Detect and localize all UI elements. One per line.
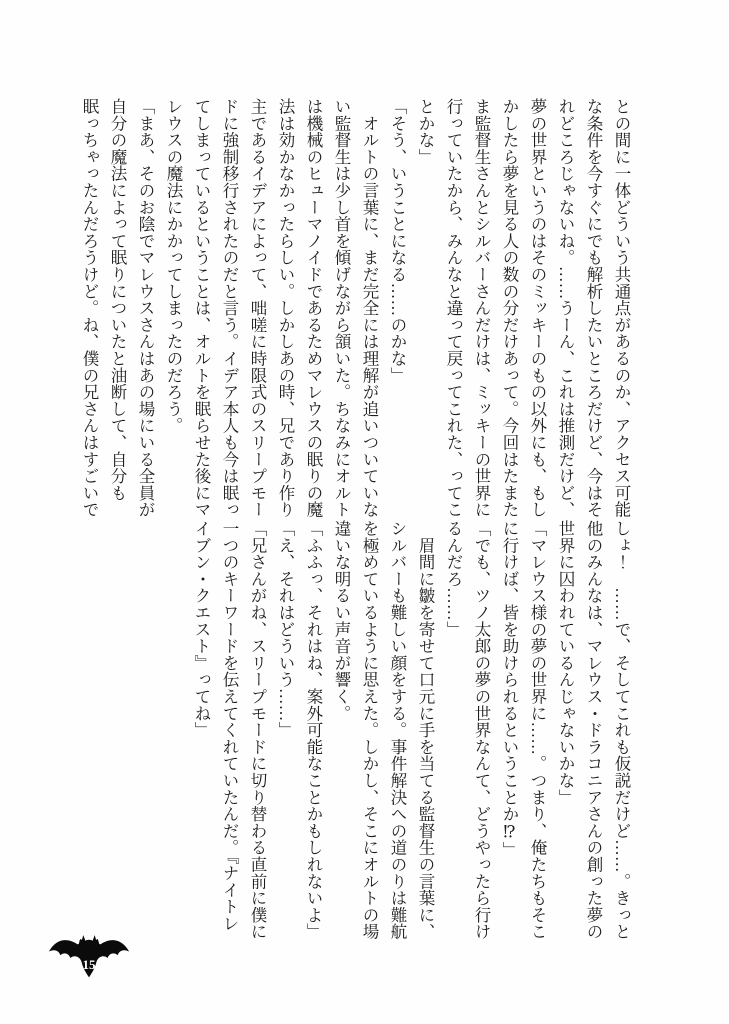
text-line: 他のみんなは、マレウス・ドラコニアさんの創った夢の (584, 520, 603, 940)
text-line: とかな」 (416, 98, 435, 166)
text-line: 「ふふっ、それはね、案外可能なことかもしれないよ」 (304, 520, 323, 940)
text-line: てしまっているということは、オルトを眠らせた後にマ (192, 98, 211, 518)
text-line: 「マレウス様の夢の世界に……。つまり、俺たちもそこ (528, 520, 547, 940)
text-line: 眠っちゃったんだろうけど。ね、僕の兄さんはすごいで (80, 98, 99, 518)
text-line: 眉間に皺を寄せて口元に手を当てる監督生の言葉に、 (416, 520, 435, 940)
text-line: 「兄さんがね、スリープモードに切り替わる直前に僕に (248, 520, 267, 940)
text-line: かしたら夢を見る人の数の分だけあって。今回はたまた (500, 98, 519, 518)
text-line: 自分の魔法によって眠りについたと油断して、自分も (108, 98, 127, 502)
text-line: シルバーも難しい顔をする。事件解決への道のりは難航 (388, 520, 407, 940)
text-line: な条件を今すぐにでも解析したいところだけど、今はそ (584, 98, 603, 518)
bat-icon (46, 930, 132, 986)
text-line: との間に一体どういう共通点があるのか、アクセス可能 (612, 98, 631, 518)
text-line: 主であるイデアによって、咄嗟に時限式のスリープモー (248, 98, 267, 518)
text-line: レウスの魔法にかかってしまったのだろう。 (164, 98, 183, 434)
text-line: れどころじゃないね。……うーん、これは推測だけど、 (556, 98, 575, 518)
page-footer (46, 930, 132, 992)
page-number: 15 (82, 956, 96, 972)
text-line: 一つのキーワードを伝えてくれていたんだ。『ナイトレ (220, 520, 239, 932)
main-text-lower-block (185, 520, 635, 942)
text-line: を極めているように思えた。しかし、そこにオルトの場 (360, 520, 379, 940)
text-line: は機械のヒューマノイドであるためマレウスの眠りの魔 (304, 98, 323, 518)
text-line: 「でも、ツノ太郎の夢の世界なんて、どうやったら行け (472, 520, 491, 940)
text-line: しょ！ ……で、そしてこれも仮説だけど……。きっと (612, 520, 631, 940)
text-line: い監督生は少し首を傾げながら頷いた。ちなみにオルト (332, 98, 351, 518)
text-line: 違いな明るい声音が響く。 (332, 520, 351, 722)
text-line: 「まあ、そのお陰でマレウスさんはあの場にいる全員が (136, 98, 155, 518)
main-text-upper-block (73, 98, 635, 520)
text-line: オルトの言葉に、まだ完全には理解が追いついていな (360, 98, 379, 518)
text-line: 「え、それはどういう……」 (276, 520, 295, 739)
text-line: ドに強制移行されたのだと言う。イデア本人も今は眠っ (220, 98, 239, 518)
text-line: 夢の世界というのはそのミッキーのもの以外にも、もし (528, 98, 547, 518)
text-line: 行っていたから、みんなと違って戻ってこれた、ってこ (444, 98, 463, 518)
text-line: 法は効かなかったらしい。しかしあの時、兄であり作り (276, 98, 295, 518)
text-line: 世界に囚われているんじゃないかな」 (556, 520, 575, 806)
text-line: イブン・クエスト』ってね」 (192, 520, 211, 739)
text-line: に行けば、皆を助けられるということか⁉」 (500, 520, 519, 859)
text-line: 「そう、いうことになる……のかな」 (388, 98, 407, 384)
text-line: るんだろ……」 (444, 520, 463, 638)
text-line: ま監督生さんとシルバーさんだけは、ミッキーの世界に (472, 98, 491, 518)
